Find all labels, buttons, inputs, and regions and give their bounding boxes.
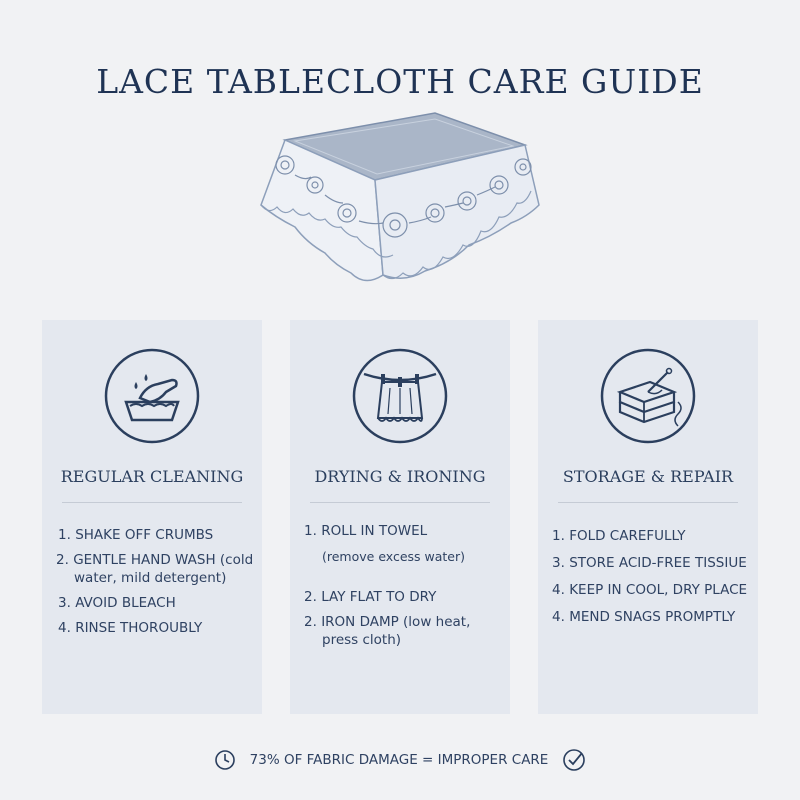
care-list [56, 526, 254, 644]
list-item: 1. ROLL IN TOWEL (remove excess water) [304, 523, 466, 564]
card-drying-ironing [290, 320, 510, 714]
divider [310, 502, 490, 503]
page-title: LACE TABLECLOTH CARE GUIDE [96, 62, 704, 102]
list-item: 2. IRON DAMP (low heat, press cloth) [304, 614, 471, 648]
hand-washing-basin-icon [102, 346, 202, 446]
clock-icon [214, 749, 236, 771]
card-regular-cleaning [42, 320, 262, 714]
list-item: 4. RINSE THOROUBLY [58, 620, 203, 636]
clothesline-lace-icon [350, 346, 450, 446]
list-item: 2. GENTLE HAND WASH (cold water, mild detergent) [56, 552, 254, 586]
care-list [304, 522, 502, 656]
divider [62, 502, 242, 503]
card-storage-repair [538, 320, 758, 714]
checkmark-icon [562, 748, 586, 772]
footer-text: 73% OF FABRIC DAMAGE = IMPROPER CARE [249, 752, 549, 768]
list-item: 3. STORE ACID-FREE TISSIUE [552, 555, 747, 571]
card-title: REGULAR CLEANING [60, 467, 244, 486]
lace-tablecloth-illustration [255, 105, 545, 305]
card-title: DRYING & IRONING [314, 467, 486, 486]
list-item: 1. SHAKE OFF CRUMBS [58, 527, 214, 543]
card-title: STORAGE & REPAIR [562, 467, 734, 486]
care-list [552, 527, 750, 633]
folded-cloth-needle-icon [598, 346, 698, 446]
list-item: 4. MEND SNAGS PROMPTLY [552, 609, 736, 625]
list-item: 4. KEEP IN COOL, DRY PLACE [552, 582, 748, 598]
divider [558, 502, 738, 503]
list-item: 2. LAY FLAT TO DRY [304, 589, 437, 605]
list-item: 3. AVOID BLEACH [58, 595, 176, 611]
list-item: 1. FOLD CAREFULLY [552, 528, 686, 544]
footer-stat [0, 746, 800, 774]
